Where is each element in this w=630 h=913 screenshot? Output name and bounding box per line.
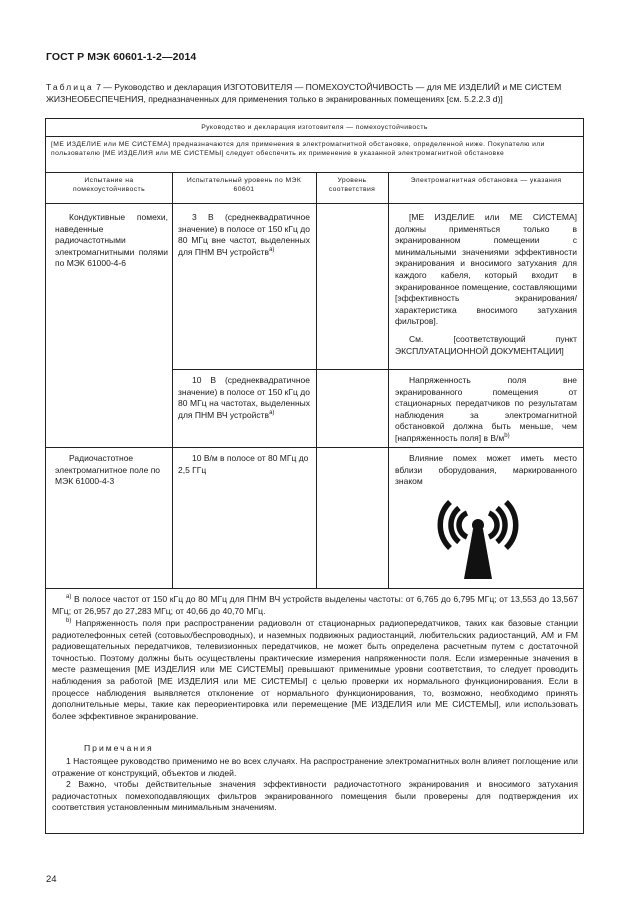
column-header: Уровень соответствия: [328, 177, 376, 194]
table-rule: [316, 172, 317, 588]
table-rule: [45, 447, 584, 448]
table-caption-text: 7 — Руководство и декларация ИЗГОТОВИТЕЛЯ — ПОМЕХОУСТОЙЧИВОСТЬ — для МЕ ИЗДЕЛИЙ и МЕ СИСТЕМ ЖИЗНЕОБЕСПЕЧЕНИЯ, предназначенных для применения только в экранированных помещениях [см. 5.2.2.3 d)]: [46, 82, 562, 104]
radio-transmitter-icon: [432, 493, 524, 581]
table-rule: [45, 588, 584, 589]
test-level-3v-text: 3 В (среднеквадратичное значение) в полосе от 150 кГц до 80 МГц вне частот, выделенных для ПНМ ВЧ устройств: [178, 212, 310, 257]
wave-inner-left-icon: [459, 513, 467, 537]
table-rule: [45, 136, 584, 137]
environment-interference-warning: Влияние помех может иметь место вблизи оборудования, маркированного знаком: [395, 453, 577, 487]
page-number: 24: [46, 874, 57, 885]
footnote-a-text: В полосе частот от 150 кГц до 80 МГц для ПНМ ВЧ устройств выделены частоты: от 6,765 до 6,795 МГц; от 13,553 до 13,567 МГц; от 26,957 до 27,283 МГц; от 40,66 до 40,70 МГц.: [52, 594, 579, 616]
column-header: Испытательный уровень по МЭК 60601: [186, 177, 302, 194]
column-header: Испытание на помехоустойчивость: [72, 177, 146, 194]
table-rule: [45, 203, 584, 204]
document-header: ГОСТ Р МЭК 60601-1-2—2014: [46, 51, 197, 63]
test-radiated-rf: Радиочастотное электромагнитное поле по МЭК 61000-4-3: [55, 453, 161, 487]
note-2: 2 Важно, чтобы действительные значения эффективности радиочастотного экранирования и вносимого затухания радиочастотных помехоподавляющих фильтров экранированного помещения были проверены для подтверждения их соответствия установленным минимальным значениям.: [52, 779, 578, 813]
table-title: Руководство и декларация изготовителя — помехоустойчивость: [201, 124, 428, 131]
wave-inner-right-icon: [489, 513, 497, 537]
table-rule: [388, 172, 389, 588]
footnote-b: [52, 618, 578, 722]
test-conducted-rf: Кондуктивные помехи, наведенные радиочастотными электромагнитными полями по МЭК 61000-4-6: [55, 212, 168, 269]
tower-icon: [464, 529, 492, 579]
table-intro: [МЕ ИЗДЕЛИЕ или МЕ СИСТЕМА] предназначаются для применения в электромагнитной обстановке, определенной ниже. Покупателю или пользователю [МЕ ИЗДЕЛИЯ или МЕ СИСТЕМЫ] следует обеспечить их применение в указанной электромагнитной обстановке: [51, 141, 545, 158]
footnote-mark: b): [66, 618, 72, 625]
test-level-3v: [178, 212, 310, 258]
test-level-10v-text: 10 В (среднеквадратичное значение) в полосе от 150 кГц до 80 МГц на частотах, выделенных для ПНМ ВЧ устройств: [178, 375, 310, 420]
table-caption: [46, 82, 584, 105]
note-1: 1 Настоящее руководство применимо не во всех случаях. На распространение электромагнитных волн влияет поглощение или отражение от конструкций, объектов и людей.: [52, 756, 578, 778]
footnote-b-text: Напряженность поля при распространении радиоволн от стационарных радиопередатчиков, таких как базовые станции радиотелефонных сетей (сотовых/беспроводных), и наземных подвижных радиостанций, любительских радиостанций, АМ и FM радиовещательных передатчиков, телевизионных передатчиков, не может быть определена расчетным путем с достаточной точностью. Поэтому должны быть осуществлены практические измерения напряженности поля. Если измеренные значения в месте размещения [МЕ ИЗДЕЛИЯ или МЕ СИСТЕМЫ] превышают применимые уровни соответствия, то следует проводить наблюдения за работой [МЕ ИЗДЕЛИЯ или МЕ СИСТЕМЫ] с целью проверки их нормального функционирования. Если в процессе наблюдения выявляется отклонение от нормального функционирования, то, возможно, необходимо принять дополнительные меры, такие как переориентировка или перемещение [МЕ ИЗДЕЛИЯ или МЕ СИСТЕМЫ], или использовать более эффективное экранирование.: [52, 618, 579, 721]
footnote-a: [52, 594, 578, 617]
notes-heading: Примечания: [84, 743, 154, 753]
footnote-ref: b): [504, 433, 510, 440]
test-level-10v: [178, 375, 310, 421]
environment-field-strength: [395, 375, 577, 445]
test-level-10vm: 10 В/м в полосе от 80 МГц до 2,5 ГГц: [178, 453, 309, 475]
environment-shielded-room: [МЕ ИЗДЕЛИЕ или МЕ СИСТЕМА] должны применяться только в экранированном помещении с минимальными значениями эффективности экранирования и вносимого затухания для каждого кабеля, который входит в экранированное помещение, составляющими [эффективность экранирования/ характеристика вносимого затухания фильтров].: [395, 212, 577, 327]
footnote-ref: a): [269, 246, 275, 253]
table-rule: [172, 172, 173, 588]
table-caption-label: Таблица: [46, 82, 94, 92]
table-rule: [45, 172, 584, 173]
footnote-mark: a): [66, 594, 72, 601]
environment-field-strength-text: Напряженность поля вне экранированного помещения от стационарных передатчиков по результатам наблюдения за электромагнитной обстановкой должна быть меньше, чем [напряженность поля] в В/м: [395, 375, 577, 443]
column-header: Электромагнитная обстановка — указания: [410, 177, 562, 184]
environment-see-documentation: См. [соответствующий пункт ЭКСПЛУАТАЦИОННОЙ ДОКУМЕНТАЦИИ]: [395, 334, 577, 356]
footnote-ref: a): [269, 409, 275, 416]
table-rule: [172, 369, 584, 370]
